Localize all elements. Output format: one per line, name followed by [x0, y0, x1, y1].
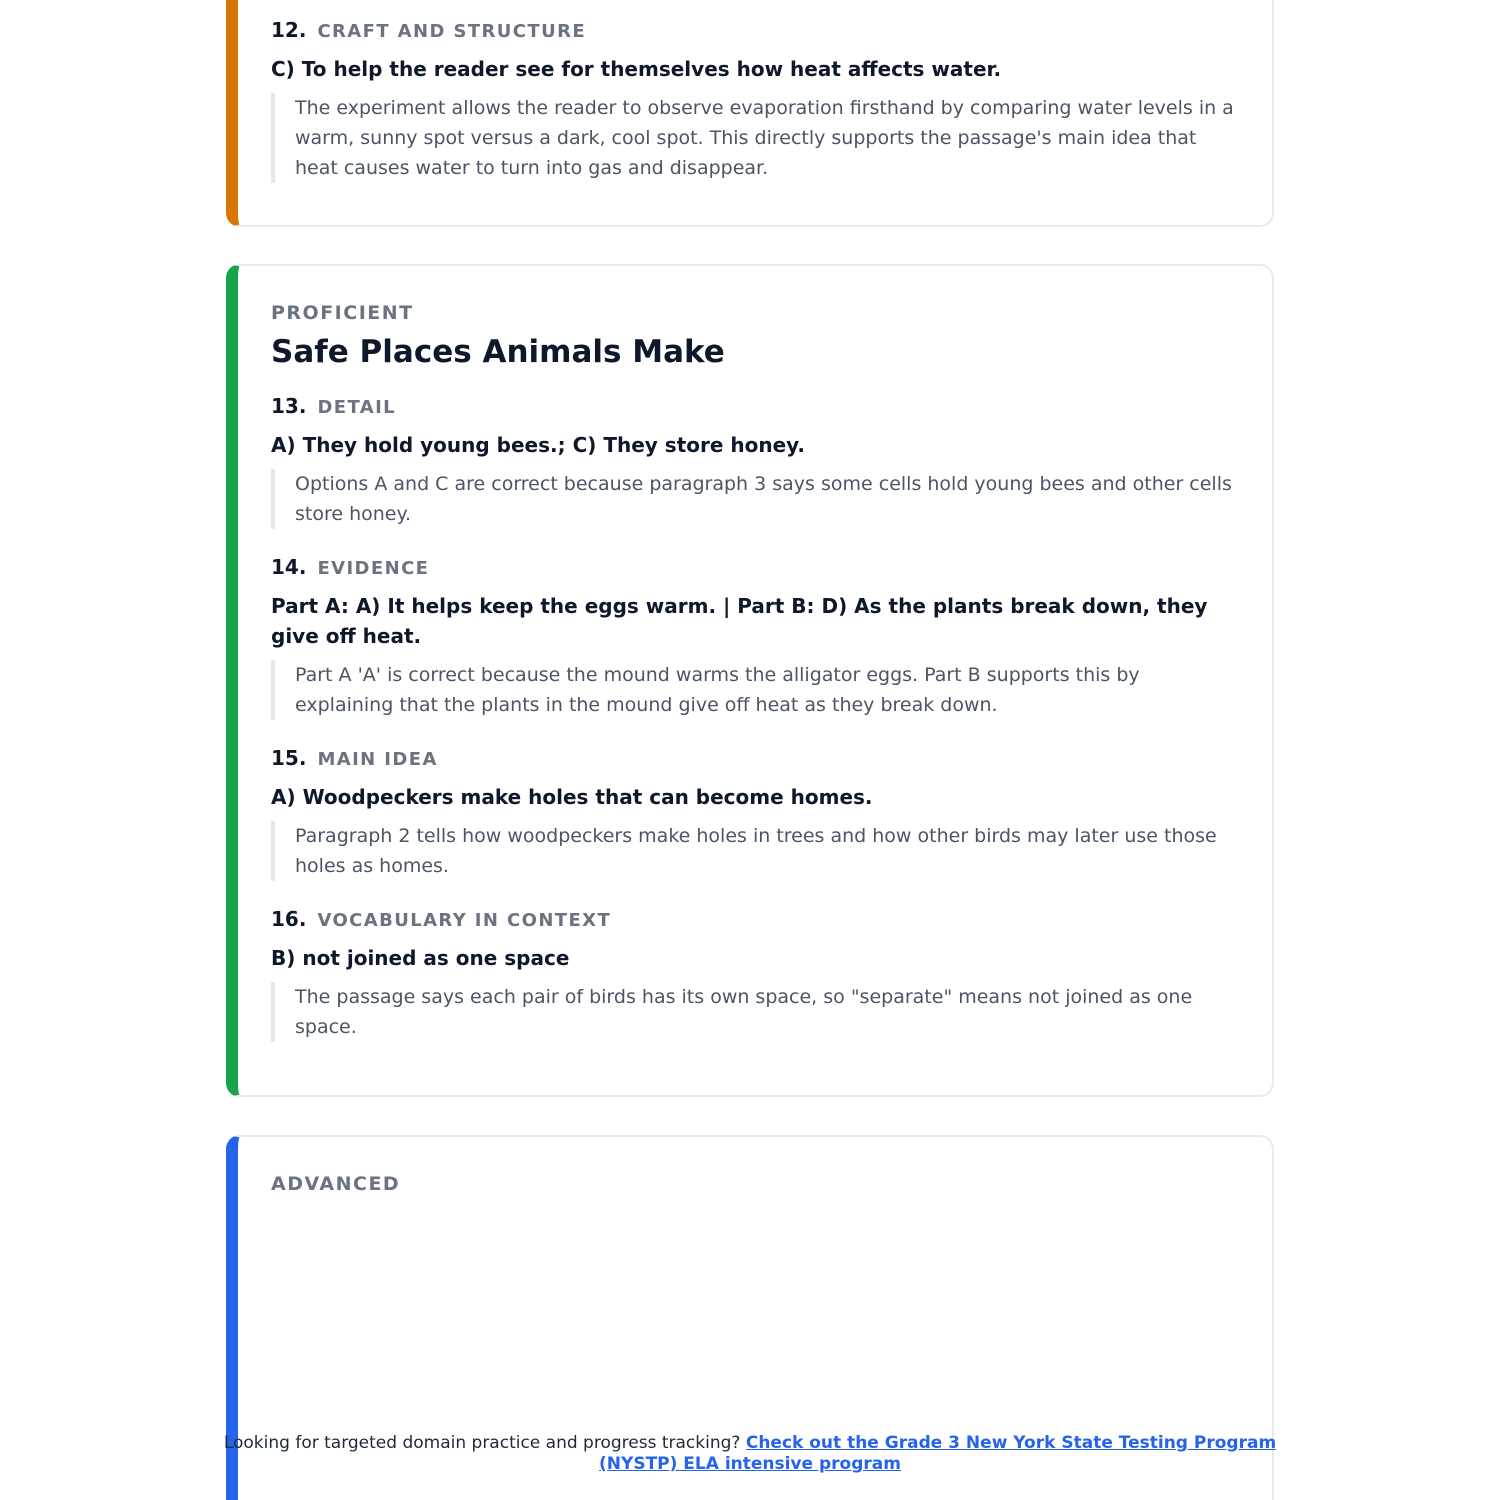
question-skill: MAIN IDEA: [317, 749, 438, 770]
footer-promo: [200, 1433, 1300, 1475]
question-item: [271, 555, 1240, 720]
question-number: 15.: [271, 746, 307, 770]
passage-title: Safe Places Animals Make: [271, 334, 725, 370]
question-item: [271, 394, 1240, 529]
question-item: [271, 746, 1240, 881]
question-answer: B) not joined as one space: [271, 946, 570, 970]
question-explanation: Options A and C are correct because paragraph 3 says some cells hold young bees and other cells store honey.: [271, 469, 1240, 529]
footer-text: Looking for targeted domain practice and progress tracking?: [223, 1433, 741, 1453]
question-header: [271, 18, 1240, 44]
question-number: 16.: [271, 907, 307, 931]
question-number: 14.: [271, 555, 307, 579]
question-answer: A) Woodpeckers make holes that can become homes.: [271, 785, 873, 809]
question-explanation: The passage says each pair of birds has its own space, so "separate" means not joined as one space.: [271, 982, 1240, 1042]
question-answer: A) They hold young bees.; C) They store honey.: [271, 433, 805, 457]
level-label: PROFICIENT: [271, 302, 414, 324]
question-answer: C) To help the reader see for themselves how heat affects water.: [271, 57, 1002, 81]
question-skill: VOCABULARY IN CONTEXT: [317, 910, 612, 931]
question-explanation: Part A 'A' is correct because the mound warms the alligator eggs. Part B supports this by explaining that the plants in the mound give off heat as they break down.: [271, 660, 1240, 720]
question-header: [271, 907, 1240, 933]
question-header: [271, 394, 1240, 420]
level-card-partial: [226, 0, 1274, 227]
intensive-program-link[interactable]: Check out the Grade 3 New York State Testing Program (NYSTP) ELA intensive program: [599, 1433, 1277, 1474]
question-answer: Part A: A) It helps keep the eggs warm. | Part B: D) As the plants break down, they give off heat.: [271, 594, 1208, 648]
question-item: [271, 18, 1240, 183]
question-skill: CRAFT AND STRUCTURE: [317, 21, 587, 42]
question-item: [271, 907, 1240, 1042]
question-number: 12.: [271, 18, 307, 42]
question-explanation: The experiment allows the reader to observe evaporation firsthand by comparing water levels in a warm, sunny spot versus a dark, cool spot. This directly supports the passage's main idea that heat causes water to turn into gas and disappear.: [271, 93, 1240, 183]
question-explanation: Paragraph 2 tells how woodpeckers make holes in trees and how other birds may later use those holes as homes.: [271, 821, 1240, 881]
question-number: 13.: [271, 394, 307, 418]
question-skill: DETAIL: [317, 397, 397, 418]
question-header: [271, 746, 1240, 772]
question-header: [271, 555, 1240, 581]
question-skill: EVIDENCE: [317, 558, 430, 579]
level-card-proficient: [226, 264, 1274, 1097]
level-label: ADVANCED: [271, 1173, 401, 1195]
